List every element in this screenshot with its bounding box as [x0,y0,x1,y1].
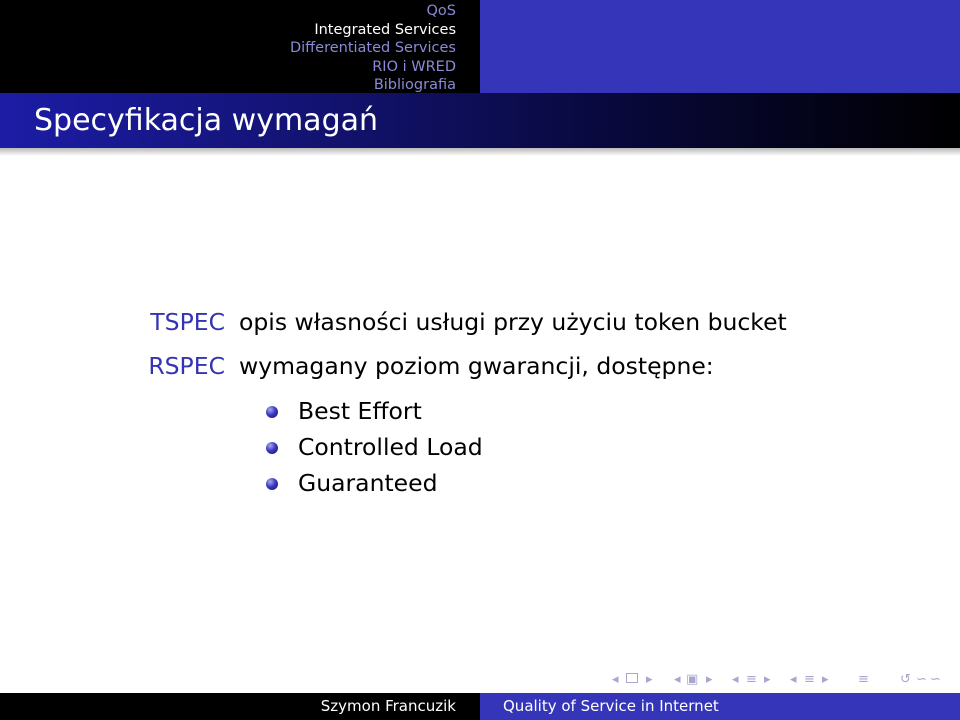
next-subsection-icon[interactable]: ▸ [764,672,771,687]
header-nav-left [0,0,480,93]
nav-item-qos[interactable]: QoS [426,3,456,19]
list-item-label: Controlled Load [298,433,483,461]
term-tspec: TSPEC [150,308,225,336]
prev-section-icon[interactable]: ◂ [790,672,797,687]
footer-author: Szymon Francuzik [320,697,456,715]
document-icon[interactable]: ≡ [858,672,869,687]
nav-item-differentiated-services[interactable]: Differentiated Services [289,40,456,56]
nav-item-integrated-services[interactable]: Integrated Services [314,21,456,38]
frame-icon[interactable]: ▣ [686,672,699,687]
definition-rspec: wymagany poziom gwarancji, dostępne: [239,352,714,380]
header-nav-right [480,0,960,93]
nav-item-bibliografia[interactable]: Bibliografia [373,77,456,93]
ball-bullet-icon [266,478,278,490]
ball-bullet-icon [266,442,278,454]
footer-right [480,693,960,720]
definition-list [0,304,960,392]
section-navigation [0,2,480,95]
forward-icon[interactable]: ∽ [930,672,941,687]
prev-slide-icon[interactable]: ◂ [612,672,619,687]
footer-title: Quality of Service in Internet [503,697,719,715]
back-icon[interactable]: ∽ [916,672,927,687]
section-icon[interactable]: ≡ [804,672,815,687]
prev-subsection-icon[interactable]: ◂ [732,672,739,687]
next-frame-icon[interactable]: ▸ [706,672,713,687]
ball-bullet-icon [266,406,278,418]
nav-item-rio-wred[interactable]: RIO i WRED [372,58,456,75]
slide-icon[interactable] [626,670,638,690]
next-section-icon[interactable]: ▸ [822,672,829,687]
frame-title: Specyfikacja wymagań [34,103,379,138]
next-slide-icon[interactable]: ▸ [646,672,653,687]
list-item-label: Guaranteed [298,469,438,497]
term-rspec: RSPEC [148,352,225,380]
navigation-symbols [612,670,952,690]
definition-tspec: opis własności usługi przy użyciu token bucket [239,308,787,336]
footer-left [0,693,480,720]
list-item-label: Best Effort [298,397,422,425]
search-icon[interactable]: ↺ [900,672,911,687]
definition-row-rspec [0,348,960,392]
frame-title-bar [0,93,960,148]
definition-row-tspec [0,304,960,348]
subsection-icon[interactable]: ≡ [746,672,757,687]
prev-frame-icon[interactable]: ◂ [674,672,681,687]
